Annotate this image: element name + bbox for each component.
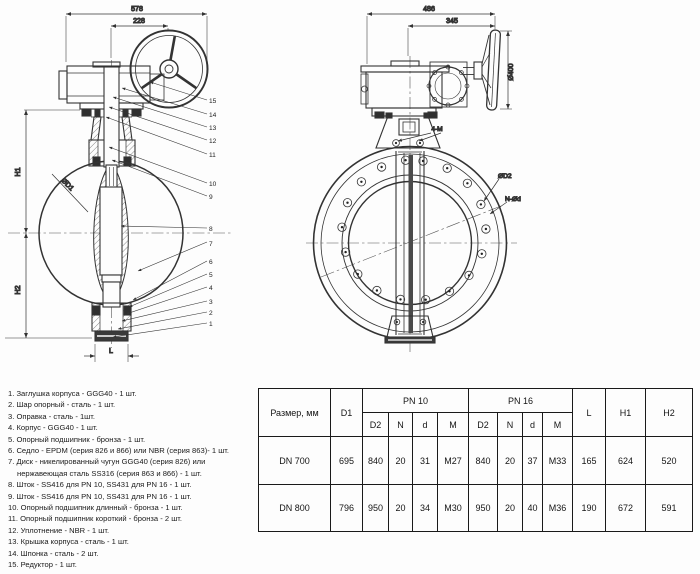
col-pn16-m-header: M	[543, 413, 573, 437]
dim-wheel-diameter: Ø400	[508, 63, 515, 81]
part-item-11: 11. Опорный подшипник короткий - бронза - 2 шт.	[8, 514, 183, 524]
label-d2: ØD2	[498, 173, 512, 180]
table-row-dn800	[259, 485, 693, 532]
group-pn10-header: PN 10	[363, 389, 469, 413]
col-pn16-d2-header: D2	[469, 413, 498, 437]
front-view	[5, 6, 233, 362]
callout-2: 2	[209, 310, 213, 317]
gearbox-side	[361, 61, 469, 118]
cell-pn10-d: 34	[413, 485, 438, 532]
cell-d1: 695	[331, 437, 363, 485]
cell-pn10-d2: 840	[363, 437, 389, 485]
spec-table	[258, 388, 693, 532]
bolt-holes	[338, 156, 490, 304]
col-pn10-m-header: M	[438, 413, 469, 437]
handwheel-side	[463, 30, 501, 110]
label-lug-holes: 4-M	[431, 126, 443, 133]
label-d1: ØD1	[59, 177, 75, 193]
dim-front-wheel-offset: 228	[133, 18, 145, 25]
callout-3: 3	[209, 299, 213, 306]
col-l-header: L	[573, 389, 606, 437]
disc-edge	[396, 151, 424, 335]
callout-6: 6	[209, 259, 213, 266]
cell-pn10-m: M30	[438, 485, 469, 532]
dim-side-total-width: 486	[423, 6, 435, 13]
callout-8: 8	[209, 226, 213, 233]
cell-pn10-d2: 950	[363, 485, 389, 532]
callout-numbers	[209, 98, 217, 328]
cell-l: 165	[573, 437, 606, 485]
callout-11: 11	[209, 152, 216, 159]
part-item-14: 14. Шпонка - сталь - 2 шт.	[8, 548, 99, 558]
callout-12: 12	[209, 138, 217, 145]
col-pn16-n-header: N	[498, 413, 523, 437]
cell-pn16-d2: 840	[469, 437, 498, 485]
callout-10: 10	[209, 181, 217, 188]
col-size-header: Размер, мм	[259, 389, 331, 437]
part-item-6: 6. Седло - EPDM (серия 826 и 866) или NBR (серия 863)- 1 шт.	[8, 446, 230, 456]
group-pn16-header: PN 16	[469, 389, 573, 413]
table-row-dn700	[259, 437, 693, 485]
part-item-3: 3. Оправка - сталь - 1шт.	[8, 411, 96, 421]
callout-1: 1	[209, 321, 213, 328]
part-item-15: 15. Редуктор - 1 шт.	[8, 560, 77, 570]
label-bolt-holes: N-Ød	[505, 196, 521, 203]
part-item-13: 13. Крышка корпуса - сталь - 1 шт.	[8, 537, 129, 547]
part-item-7: 7. Диск - никелированный чугун GGG40 (серия 826) или нержавеющая сталь SS316 (серия 863 и 866) - 1 шт.	[8, 457, 206, 478]
part-item-4: 4. Корпус - GGG40 - 1 шт.	[8, 423, 98, 433]
callout-5: 5	[209, 272, 213, 279]
part-item-9: 9. Шток - SS416 для PN 10, SS431 для PN 16 - 1 шт.	[8, 491, 192, 501]
cell-pn10-n: 20	[389, 437, 413, 485]
col-h1-header: H1	[606, 389, 646, 437]
callout-9: 9	[209, 194, 213, 201]
part-item-12: 12. Уплотнение - NBR - 1 шт.	[8, 525, 110, 535]
side-view	[306, 6, 521, 352]
callout-4: 4	[209, 285, 213, 292]
part-item-8: 8. Шток - SS416 для PN 10, SS431 для PN 16 - 1 шт.	[8, 480, 192, 490]
cell-pn10-m: M27	[438, 437, 469, 485]
col-pn10-d-header: d	[413, 413, 438, 437]
callout-13: 13	[209, 125, 217, 132]
part-item-2: 2. Шар опорный - сталь - 1 шт.	[8, 400, 116, 410]
cell-pn16-d: 37	[523, 437, 543, 485]
cell-size: DN 800	[259, 485, 331, 532]
cell-pn16-n: 20	[498, 485, 523, 532]
cell-pn16-d2: 950	[469, 485, 498, 532]
cell-d1: 796	[331, 485, 363, 532]
dim-front-total-width: 578	[131, 6, 143, 13]
col-pn16-d-header: d	[523, 413, 543, 437]
cell-h1: 672	[606, 485, 646, 532]
cell-size: DN 700	[259, 437, 331, 485]
cell-pn16-m: M36	[543, 485, 573, 532]
dim-l: L	[109, 348, 113, 355]
col-h2-header: H2	[646, 389, 693, 437]
cell-pn16-m: M33	[543, 437, 573, 485]
callout-7: 7	[209, 241, 213, 248]
cell-h2: 591	[646, 485, 693, 532]
part-item-10: 10. Опорный подшипник длинный - бронза - 1 шт.	[8, 503, 183, 513]
handwheel-front	[131, 31, 208, 108]
part-item-1: 1. Заглушка корпуса - GGG40 - 1 шт.	[8, 389, 137, 398]
cell-pn10-d: 31	[413, 437, 438, 485]
col-pn10-d2-header: D2	[363, 413, 389, 437]
parts-list	[8, 388, 256, 571]
cell-pn16-d: 40	[523, 485, 543, 532]
callout-15: 15	[209, 98, 217, 105]
dim-side-wheel-offset: 345	[446, 18, 458, 25]
dim-h2: H2	[15, 285, 22, 295]
cell-pn16-n: 20	[498, 437, 523, 485]
col-pn10-n-header: N	[389, 413, 413, 437]
callout-14: 14	[209, 112, 217, 119]
cell-h1: 624	[606, 437, 646, 485]
cell-l: 190	[573, 485, 606, 532]
cell-pn10-n: 20	[389, 485, 413, 532]
cell-h2: 520	[646, 437, 693, 485]
part-item-5: 5. Опорный подшипник - бронза - 1 шт.	[8, 434, 146, 444]
dim-h1: H1	[15, 167, 22, 177]
col-d1-header: D1	[331, 389, 363, 437]
